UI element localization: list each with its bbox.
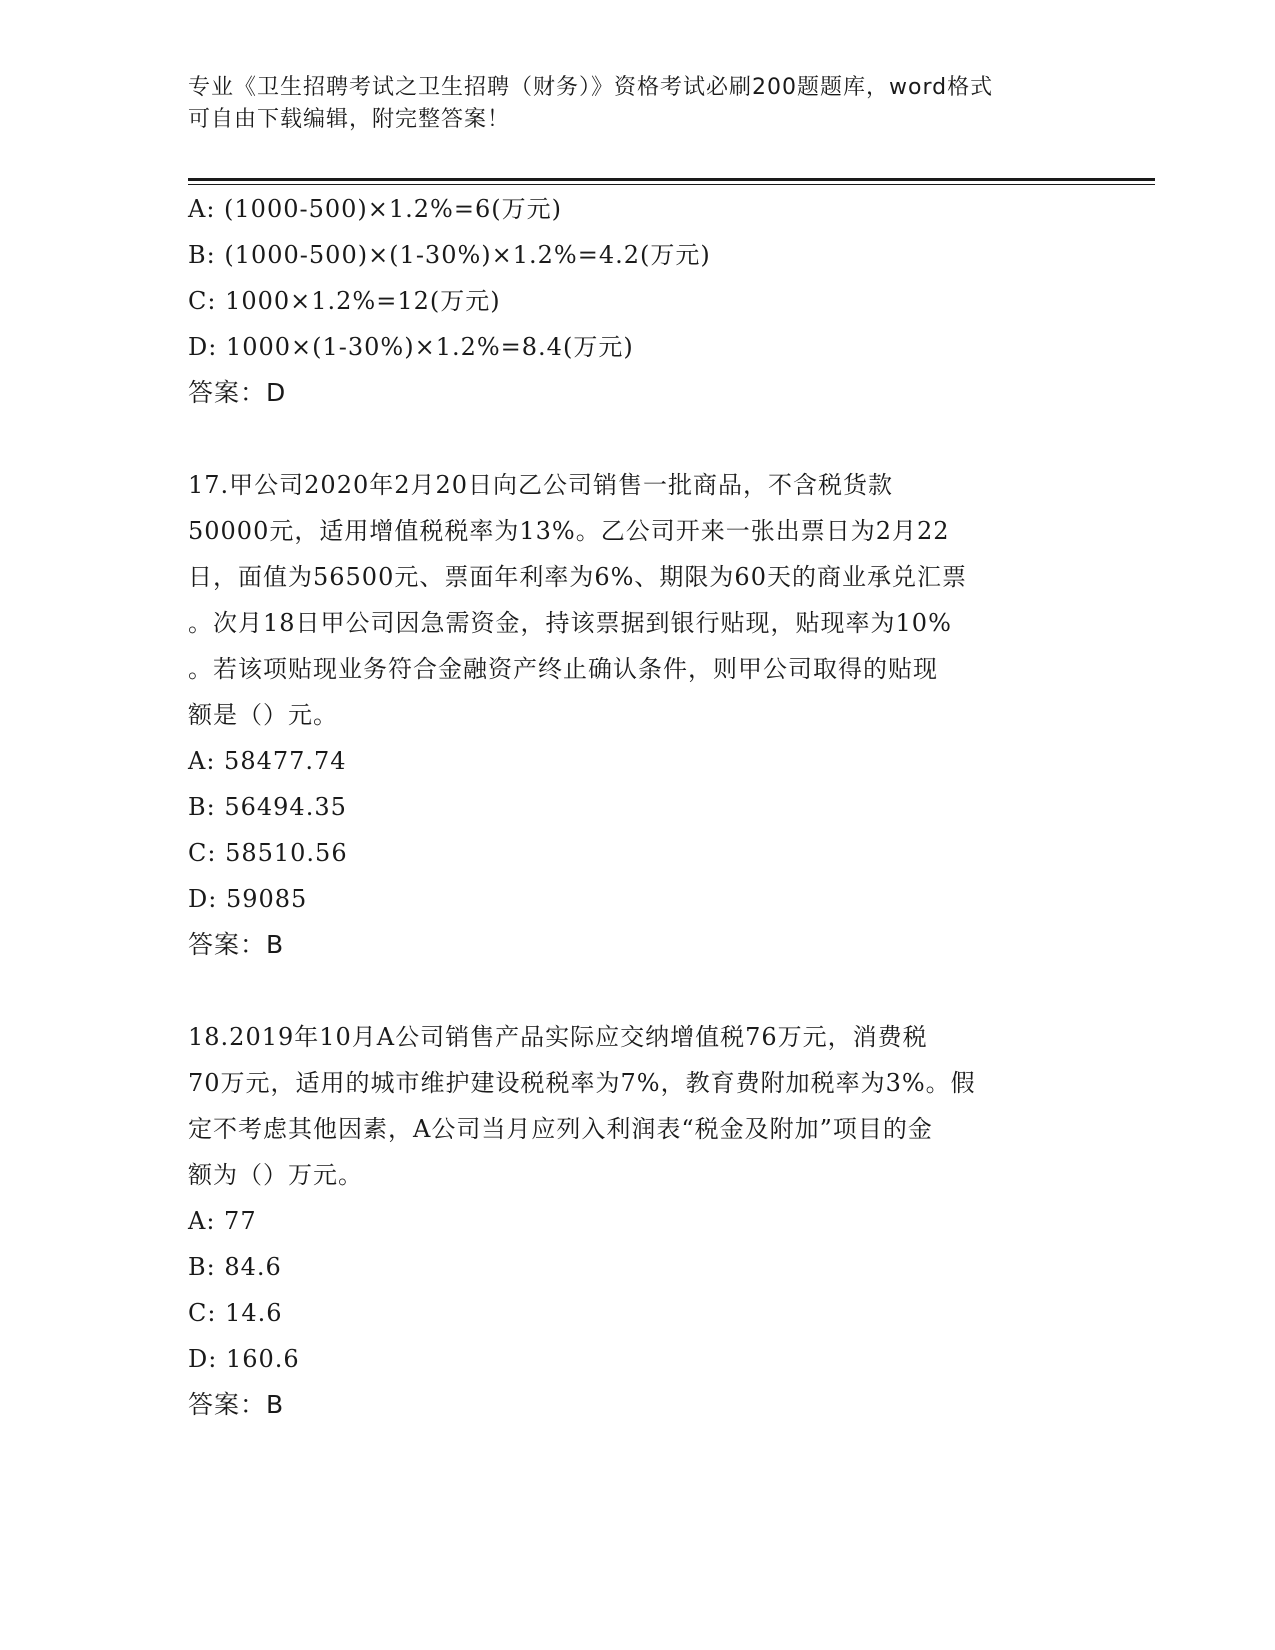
header-line-1: 专业《卫生招聘考试之卫生招聘（财务）》资格考试必刷200题题库，word格式: [188, 75, 994, 100]
question-18: [188, 1014, 1088, 1428]
document-header: [188, 72, 1078, 136]
question-text-line: 。若该项贴现业务符合金融资产终止确认条件，则甲公司取得的贴现: [188, 655, 938, 683]
question-text-line: 18.2019年10月A公司销售产品实际应交纳增值税76万元，消费税: [188, 1023, 928, 1051]
spacer: [188, 968, 1088, 1014]
question-text-line: 额是（）元。: [188, 701, 338, 729]
header-divider-thick: [188, 178, 1155, 181]
option-d: D: 59085: [188, 885, 308, 913]
spacer: [188, 416, 1088, 462]
question-text-line: 。次月18日甲公司因急需资金，持该票据到银行贴现，贴现率为10%: [188, 609, 952, 637]
answer: 答案：B: [188, 1390, 285, 1419]
question-content: [188, 186, 1088, 1428]
option-b: B: 56494.35: [188, 793, 347, 821]
option-a: A: 58477.74: [188, 747, 347, 775]
header-line-2: 可自由下载编辑，附完整答案！: [188, 107, 511, 132]
option-b: B: (1000-500)×(1-30%)×1.2%=4.2(万元): [188, 241, 711, 269]
header-divider-thin: [188, 184, 1155, 185]
question-text-line: 17.甲公司2020年2月20日向乙公司销售一批商品，不含税货款: [188, 471, 894, 499]
question-text-line: 50000元，适用增值税税率为13%。乙公司开来一张出票日为2月22: [188, 517, 950, 545]
question-text-line: 日，面值为56500元、票面年利率为6%、期限为60天的商业承兑汇票: [188, 563, 967, 591]
question-16: [188, 186, 1088, 416]
question-17: [188, 462, 1088, 968]
option-c: C: 1000×1.2%=12(万元): [188, 287, 501, 315]
option-d: D: 160.6: [188, 1345, 300, 1373]
option-d: D: 1000×(1-30%)×1.2%=8.4(万元): [188, 333, 634, 361]
question-text-line: 70万元，适用的城市维护建设税税率为7%，教育费附加税率为3%。假: [188, 1069, 976, 1097]
option-c: C: 14.6: [188, 1299, 283, 1327]
answer: 答案：D: [188, 378, 287, 407]
question-text-line: 额为（）万元。: [188, 1161, 363, 1189]
option-a: A: (1000-500)×1.2%=6(万元): [188, 195, 562, 223]
answer: 答案：B: [188, 930, 285, 959]
option-b: B: 84.6: [188, 1253, 282, 1281]
option-c: C: 58510.56: [188, 839, 348, 867]
option-a: A: 77: [188, 1207, 257, 1235]
question-text-line: 定不考虑其他因素，A公司当月应列入利润表“税金及附加”项目的金: [188, 1115, 933, 1143]
